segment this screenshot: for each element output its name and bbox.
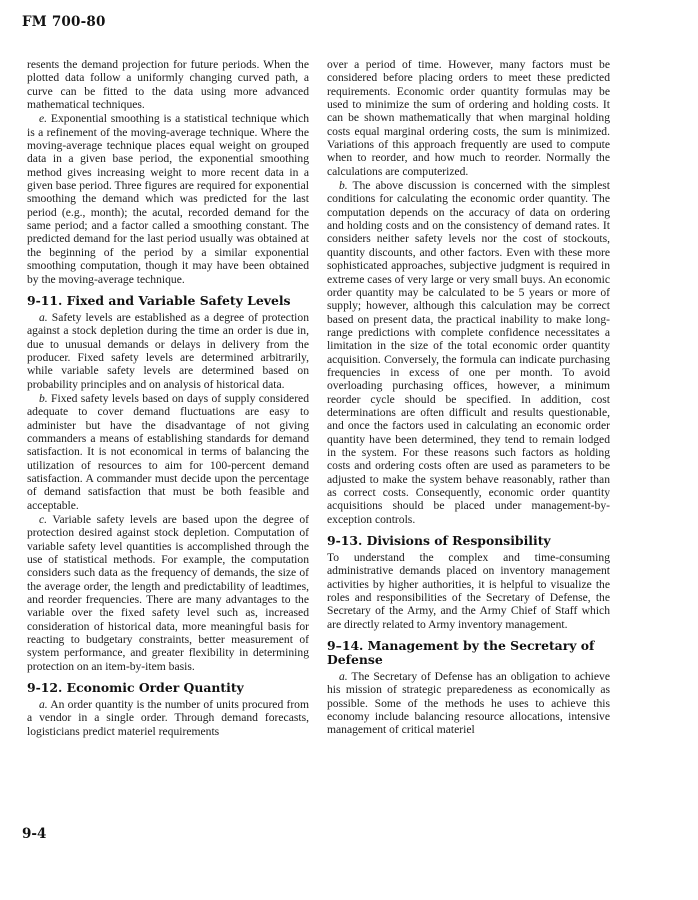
- paragraph-9-12-b: [327, 179, 610, 526]
- item-letter: a.: [339, 670, 348, 684]
- item-letter: a.: [39, 698, 48, 712]
- item-letter: b.: [339, 179, 348, 193]
- paragraph-9-11-c: [27, 513, 309, 673]
- continued-paragraph: resents the demand projection for future periods. When the plotted data follow a uniformly changing curved path, a curve can be fitted to the data using more advanced mathematical techniques.: [27, 58, 309, 112]
- paragraph-text: Fixed safety levels based on days of supply considered adequate to cover demand fluctuations are easy to administer but have the disadvantage of not giving commanders a means of establishing standards for demand satisfaction. It is not economical in terms of balancing the utilization of resources to aim for 100-percent demand satisfaction. A commander must decide upon the percentage of demand satisfaction that must be both feasible and acceptable.: [27, 391, 309, 512]
- item-letter: c.: [39, 513, 48, 526]
- section-heading-9-13: 9-13. Divisions of Responsibility: [327, 533, 551, 549]
- item-letter: e.: [39, 112, 48, 126]
- item-letter: a.: [39, 310, 48, 324]
- paragraph-text: Exponential smoothing is a statistical technique which is a refinement of the moving-average technique. Where the moving-average technique places equal weight on grouped data in a given base period, the exponential smoothing method gives increasing weight to more recent data in a given base period. Three figures are required for exponential smoothing the demand which was predicted for the last period (e.g., month); the acutal, recorded demand for the same period; and a factor called a smoothing constant. The predicted demand for the last period usually was obtained at the beginning of the period by a similar exponential smoothing computation, though it may have been obtained by the moving-average technique.: [27, 112, 309, 286]
- paragraph-9-14-a: [327, 670, 610, 737]
- paragraph-9-11-b: [27, 392, 309, 512]
- paragraph-9-12-a: [27, 698, 309, 738]
- continued-paragraph: over a period of time. However, many factors must be considered before placing orders to meet these predicted requirements. Economic order quantity formulas may be used to minimize the sum of ordering and holding costs. It can be shown mathematically that when marginal holding costs equal marginal ordering costs, the sum is minimized. Variations of this approach frequently are used to compute when to reorder, and how much to reorder. Normally the calculations are computerized.: [327, 58, 610, 178]
- section-heading-9-14: 9–14. Management by the Secretary of Defense: [327, 638, 595, 668]
- item-letter: b.: [39, 391, 48, 405]
- paragraph-9-11-a: [27, 311, 309, 391]
- paragraph-text: Safety levels are established as a degree of protection against a stock depletion during the time an order is due in, due to unusual demands or delays in delivery from the producer. Fixed safety levels are determined arbitrarily, while variable safety levels are determined based on probability principles and on analysis of historical data.: [27, 310, 309, 391]
- left-column: [27, 58, 309, 739]
- paragraph-text: The above discussion is concerned with the simplest conditions for calculating the economic order quantity. The computation depends on the accuracy of data on ordering and holding costs and on the consistency of demand rates. It considers neither safety levels nor the cost of stockouts, quantity discounts, and other factors. Even with these more sophisticated approaches, subjective judgment is required in extreme cases of very large or very small buys. An economic order quantity may be calculated to be 5 years or more of supply; however, although this calculation may be correct based on present data, the practical inability to make long-range predictions with complete confidence necessitates a limitation in the size of the total economic order quantity acquisition. Conversely, the formula can indicate purchasing frequencies in excess of one per month. To avoid overloading purchasing offices, however, a minimum reorder cycle should be specified. In addition, cost determinations are often difficult and results questionable, and once the factors used in calculating an economic order quantity have been determined, they tend to remain lodged in the system. For these reasons such factors as holding costs and ordering costs often are used as parameters to be adjusted to make the system behave reasonably, rather than as correct costs. Consequently, economic order quantity acquisitions should be placed under management-by-exception controls.: [327, 179, 610, 526]
- paragraph-9-13: To understand the complex and time-consuming administrative demands placed on inventory management activities by higher authorities, it is helpful to visualize the roles and responsibilities of the Secretary of Defense, the Secretary of the Army, and the Army Chief of Staff which are directly related to Army inventory management.: [327, 551, 610, 631]
- section-heading-9-12: 9-12. Economic Order Quantity: [27, 680, 244, 696]
- paragraph-text: Variable safety levels are based upon the degree of protection desired against stock depletion. Computation of variable safety level quantities is accomplished through the use of statistical methods. For example, the computation considers such data as the frequency of demands, the size of the average order, the length and predictability of leadtimes, and reorder frequencies. There are many advantages to the variable over the fixed safety level such as, increased consideration of historical data, more meaningful basis for reacting to budgetary constraints, better measurement of system performance, and greater flexibility in determining protection on an item-by-item basis.: [27, 513, 309, 673]
- page-number: 9-4: [22, 826, 47, 842]
- section-heading-9-11: 9-11. Fixed and Variable Safety Levels: [27, 292, 291, 308]
- running-head: FM 700-80: [22, 14, 106, 30]
- paragraph-text: An order quantity is the number of units procured from a vendor in a single order. Through demand forecasts, logisticians predict materiel requirements: [27, 698, 309, 738]
- paragraph-text: The Secretary of Defense has an obligation to achieve his mission of strategic preparedeness as economically as possible. Some of the methods he uses to achieve this economy include balancing resource allocations, intensive management of critical materiel: [327, 670, 610, 737]
- right-column: [327, 58, 610, 738]
- paragraph-e: [27, 112, 309, 285]
